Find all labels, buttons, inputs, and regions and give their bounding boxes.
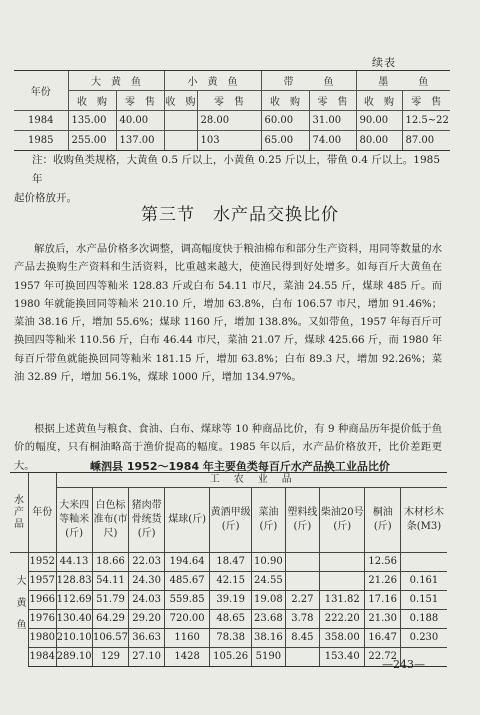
cell: 129: [92, 648, 129, 667]
year-cell: 1957: [28, 572, 56, 591]
year-cell: 1966: [28, 591, 56, 610]
cell: 51.79: [92, 591, 129, 610]
cell: 74.00: [309, 131, 356, 151]
group-header: 小 黄 鱼: [164, 71, 261, 91]
cell: 28.00: [197, 111, 261, 131]
cell: 720.00: [164, 610, 210, 629]
table-row: [10, 572, 447, 591]
cell: 19.08: [251, 591, 285, 610]
cell: 64.29: [92, 610, 129, 629]
cell: [164, 131, 197, 151]
cell: 12.5~22: [402, 111, 450, 131]
exchange-ratio-table: [10, 472, 447, 667]
cell: 22.72: [365, 648, 400, 667]
sub-header: 收 购: [261, 91, 309, 111]
year-cell: 1980: [28, 629, 56, 648]
group-header: 墨 鱼: [356, 71, 450, 91]
column-header: 柴油20号(斤): [319, 488, 365, 553]
column-header: 黄酒甲级(斤): [210, 488, 252, 553]
cell: 130.40: [56, 610, 92, 629]
group-header: 工 农 业 品: [56, 473, 447, 488]
sub-header: 收 购: [68, 91, 116, 111]
cell: 17.16: [365, 591, 400, 610]
year-cell: 1984: [28, 648, 56, 667]
column-header: 大米四等籼米(斤): [56, 488, 92, 553]
cell: [285, 572, 319, 591]
cell: 358.00: [319, 629, 365, 648]
column-header: 木材杉木条(M3): [400, 488, 447, 553]
cell: 10.90: [251, 553, 285, 572]
sub-header: 零 售: [309, 91, 356, 111]
table-caption: 嵊泗县 1952～1984 年主要鱼类每百斤水产品换工业品比价: [90, 460, 390, 473]
cell: 16.47: [365, 629, 400, 648]
cell: 22.03: [129, 553, 164, 572]
cell: 24.30: [129, 572, 164, 591]
cell: 0.161: [400, 572, 447, 591]
cell: 485.67: [164, 572, 210, 591]
paragraph-text: 根据上述黄鱼与粮食、食油、白布、煤球等 10 种商品比价，有 9 种商品历年提价低于鱼价的幅度，只有桐油略高于渔价提高的幅度。1985 年以后，水产品价格放开，比价差距更大。: [14, 423, 442, 472]
cell: 0.188: [400, 610, 447, 629]
continued-label: 续表: [372, 56, 396, 69]
cell: 135.00: [68, 111, 116, 131]
column-header: 白色标准布(市尺): [92, 488, 129, 553]
fish-label: 大黄鱼: [10, 553, 28, 667]
column-header: 猪肉带骨统货(斤): [129, 488, 164, 553]
cell: 87.00: [402, 131, 450, 151]
year-header: 年份: [28, 473, 56, 553]
cell: [164, 111, 197, 131]
cell: 48.65: [210, 610, 252, 629]
cell: 0.151: [400, 591, 447, 610]
cell: 131.82: [319, 591, 365, 610]
table-row: [14, 131, 450, 151]
section-title: 第三节 水产品交换比价: [141, 205, 339, 225]
cell: 128.83: [56, 572, 92, 591]
cell: 559.85: [164, 591, 210, 610]
cell: 40.00: [116, 111, 164, 131]
page-number: —243—: [382, 658, 425, 671]
cell: 24.03: [129, 591, 164, 610]
cell: 24.55: [251, 572, 285, 591]
cell: 39.19: [210, 591, 252, 610]
cell: 31.00: [309, 111, 356, 131]
cell: 222.20: [319, 610, 365, 629]
group-header: 大 黄 鱼: [68, 71, 164, 91]
table-row: [10, 610, 447, 629]
cell: [400, 553, 447, 572]
column-header: 塑料线(斤): [285, 488, 319, 553]
year-header: 年份: [14, 71, 68, 111]
cell: 29.20: [129, 610, 164, 629]
cell: 137.00: [116, 131, 164, 151]
cell: 78.38: [210, 629, 252, 648]
table-row: [10, 591, 447, 610]
cell: 23.68: [251, 610, 285, 629]
sub-header: 零 售: [402, 91, 450, 111]
cell: 2.27: [285, 591, 319, 610]
cell: 44.13: [56, 553, 92, 572]
cell: 103: [197, 131, 261, 151]
cell: [319, 553, 365, 572]
cell: 112.69: [56, 591, 92, 610]
cell: 5190: [251, 648, 285, 667]
cell: 289.10: [56, 648, 92, 667]
cell: 3.78: [285, 610, 319, 629]
cell: 65.00: [261, 131, 309, 151]
paragraph-text: 解放后，水产品价格多次调整，调高幅度快于粮油棉布和部分生产资料，用同等数量的水产品去换购生产资料和生活资料，比重越来越大，使渔民得到好处增多。如每百斤大黄鱼在 1957 年可换回四等籼米 128.83 斤或白布 54.11 市尺，菜油 24.55 斤，煤球 485 斤。而 1980 年就能换回同等籼米 210.10 斤，增加 63.8%，白布 106.57 市尺，增加 91.46%；菜油 38.16 斤，增加 55.6%；煤球 1160 斤，增加 138.8%。又如带鱼，1957 年每百斤可换回四等籼米 110.56 斤，白布 46.44 市尺，菜油 21.07 斤，煤球 425.66 斤，而 1980 年每百斤带鱼就能换回同等籼米 181.15 斤，增加 63.8%；白布 89.3 尺，增加 92.26%；菜油 32.89 斤，增加 56.1%，煤球 1000 斤，增加 134.97%。: [14, 243, 442, 384]
year-cell: 1976: [28, 610, 56, 629]
body-paragraph: [14, 240, 442, 386]
cell: 12.56: [365, 553, 400, 572]
cell: 153.40: [319, 648, 365, 667]
year-cell: 1952: [28, 553, 56, 572]
cell: [319, 572, 365, 591]
table-row: [14, 111, 450, 131]
note-line: 起价格放开。: [14, 192, 77, 204]
cell: 0.230: [400, 629, 447, 648]
cell: 105.26: [210, 648, 252, 667]
cell: 54.11: [92, 572, 129, 591]
cell: 21.26: [365, 572, 400, 591]
cell: 60.00: [261, 111, 309, 131]
cell: 21.30: [365, 610, 400, 629]
cell: [285, 553, 319, 572]
cell: 1160: [164, 629, 210, 648]
cell: 18.47: [210, 553, 252, 572]
group-header: 带 鱼: [261, 71, 356, 91]
cell: 8.45: [285, 629, 319, 648]
table-row: [10, 553, 447, 572]
note-line: 注：收购鱼类规格，大黄鱼 0.5 斤以上，小黄鱼 0.25 斤以上，带鱼 0.4 斤以上。1985 年: [32, 154, 441, 185]
column-header: 菜油(斤): [251, 488, 285, 553]
year-cell: 1984: [14, 111, 68, 131]
sub-header: 收 购: [164, 91, 197, 111]
cell: 18.66: [92, 553, 129, 572]
sub-header: 零 售: [116, 91, 164, 111]
cell: 90.00: [356, 111, 402, 131]
cell: 194.64: [164, 553, 210, 572]
cell: 106.57: [92, 629, 129, 648]
column-header: 桐油(斤): [365, 488, 400, 553]
table-row: [10, 629, 447, 648]
cell: 38.16: [251, 629, 285, 648]
cell: [285, 648, 319, 667]
fish-price-table: [14, 70, 450, 151]
cell: 42.15: [210, 572, 252, 591]
cell: 210.10: [56, 629, 92, 648]
product-header: 水产品: [10, 473, 28, 553]
cell: 36.63: [129, 629, 164, 648]
sub-header: 零 售: [197, 91, 261, 111]
cell: 255.00: [68, 131, 116, 151]
column-header: 煤球(斤): [164, 488, 210, 553]
sub-header: 收 购: [356, 91, 402, 111]
year-cell: 1985: [14, 131, 68, 151]
cell: 27.10: [129, 648, 164, 667]
cell: 80.00: [356, 131, 402, 151]
cell: 1428: [164, 648, 210, 667]
